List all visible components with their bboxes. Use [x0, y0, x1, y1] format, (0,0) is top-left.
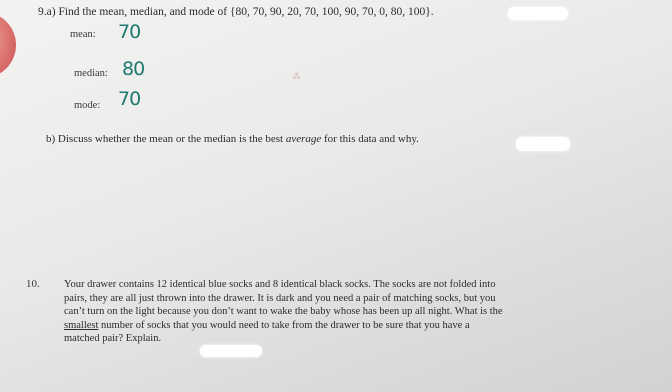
question-10-text	[64, 278, 503, 346]
question-10-line: Your drawer contains 12 identical blue socks and 8 identical black socks. The socks are not folded into	[64, 279, 496, 290]
question-9a	[38, 6, 434, 18]
underlined-word: smallest	[64, 319, 99, 331]
question-9b-text-start: Discuss whether the mean or the median is the best	[57, 133, 286, 145]
question-9b-number: b)	[46, 133, 56, 145]
redaction-mark	[516, 137, 570, 151]
question-10-line: matched pair? Explain.	[64, 333, 162, 344]
mode-label: mode:	[74, 100, 101, 111]
redaction-mark	[200, 345, 262, 357]
question-9b	[46, 133, 419, 145]
mean-handwritten-answer: 70	[118, 21, 141, 43]
median-handwritten-answer: 80	[122, 58, 145, 80]
question-10-line: can’t turn on the light because you don’t want to wake the baby whose has been up all night. What is the	[64, 306, 503, 317]
thumb-shadow	[0, 12, 16, 78]
median-label: median:	[74, 68, 108, 79]
erased-mark: ⁂	[292, 72, 301, 82]
question-9a-text: Find the mean, median, and mode of {80, 70, 90, 20, 70, 100, 90, 70, 0, 80, 100}.	[58, 6, 434, 18]
question-9b-text-end: for this data and why.	[321, 133, 419, 145]
mean-label: mean:	[70, 29, 96, 40]
question-10-line: pairs, they are all just thrown into the drawer. It is dark and you need a pair of matching socks, but you	[64, 292, 496, 304]
question-10-line-rest: number of socks that you would need to take from the drawer to be sure that you have a	[98, 319, 470, 331]
mode-handwritten-answer: 70	[118, 88, 141, 110]
redaction-mark	[508, 7, 568, 20]
question-9a-number: 9.a)	[38, 6, 56, 18]
question-10-number: 10.	[26, 278, 40, 290]
question-10-line	[64, 319, 503, 333]
question-9b-italic-word: average	[285, 133, 322, 145]
